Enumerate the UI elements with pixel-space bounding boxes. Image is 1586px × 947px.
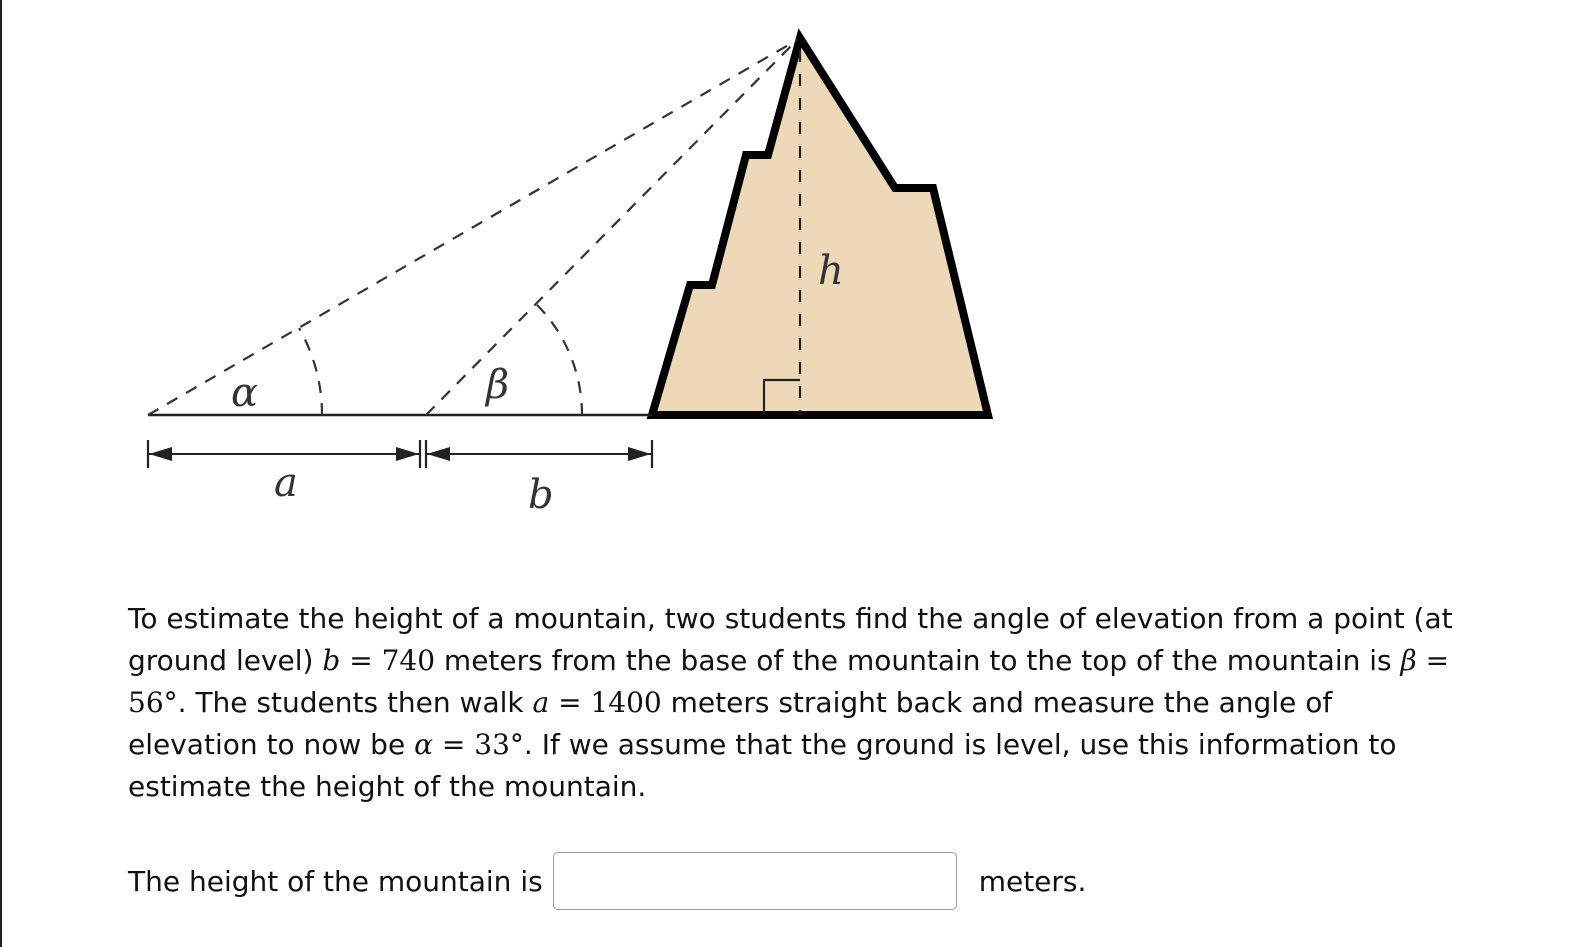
beta-angle-arc <box>533 301 582 415</box>
beta-symbol: β <box>1400 644 1417 677</box>
degree-symbol: ° <box>163 686 178 719</box>
answer-suffix: meters. <box>978 864 1087 898</box>
alpha-angle-arc <box>299 328 322 415</box>
problem-part4: meters straight back and measure the angle of elevation to now be <box>128 686 1333 761</box>
answer-row <box>128 852 1086 910</box>
equals-sign: = <box>1416 644 1450 677</box>
arrowhead-right-icon <box>396 447 419 461</box>
arrowhead-left-icon <box>427 447 450 461</box>
arrowhead-left-icon <box>149 447 172 461</box>
height-answer-input[interactable] <box>553 852 957 910</box>
arrowhead-right-icon <box>628 447 651 461</box>
problem-part3: . The students then walk <box>177 686 533 719</box>
alpha-symbol: α <box>414 728 434 761</box>
answer-prefix: The height of the mountain is <box>128 864 543 898</box>
a-label: a <box>274 460 298 506</box>
beta-value: 56 <box>128 686 164 719</box>
problem-part1: To estimate the height of a mountain, two students find the angle of elevation from a point (at ground level) <box>128 602 1453 677</box>
problem-part2: meters from the base of the mountain to the top of the mountain is <box>435 644 1401 677</box>
dimension-b <box>426 440 652 468</box>
alpha-value: 33 <box>474 728 510 761</box>
problem-part5: . If we assume that the ground is level, use this information to estimate the height of the mountain. <box>128 728 1397 803</box>
a-symbol: a <box>532 686 550 719</box>
degree-symbol: ° <box>509 728 524 761</box>
beta-label: β <box>486 362 510 408</box>
b-value: 740 <box>381 644 436 677</box>
problem-text <box>128 598 1458 808</box>
alpha-label: α <box>231 370 259 416</box>
b-symbol: b <box>322 644 341 677</box>
equals-sign: = <box>433 728 475 761</box>
height-label: h <box>818 248 844 294</box>
equals-sign: = <box>549 686 591 719</box>
a-value: 1400 <box>590 686 662 719</box>
b-label: b <box>528 472 554 518</box>
equals-sign: = <box>340 644 382 677</box>
